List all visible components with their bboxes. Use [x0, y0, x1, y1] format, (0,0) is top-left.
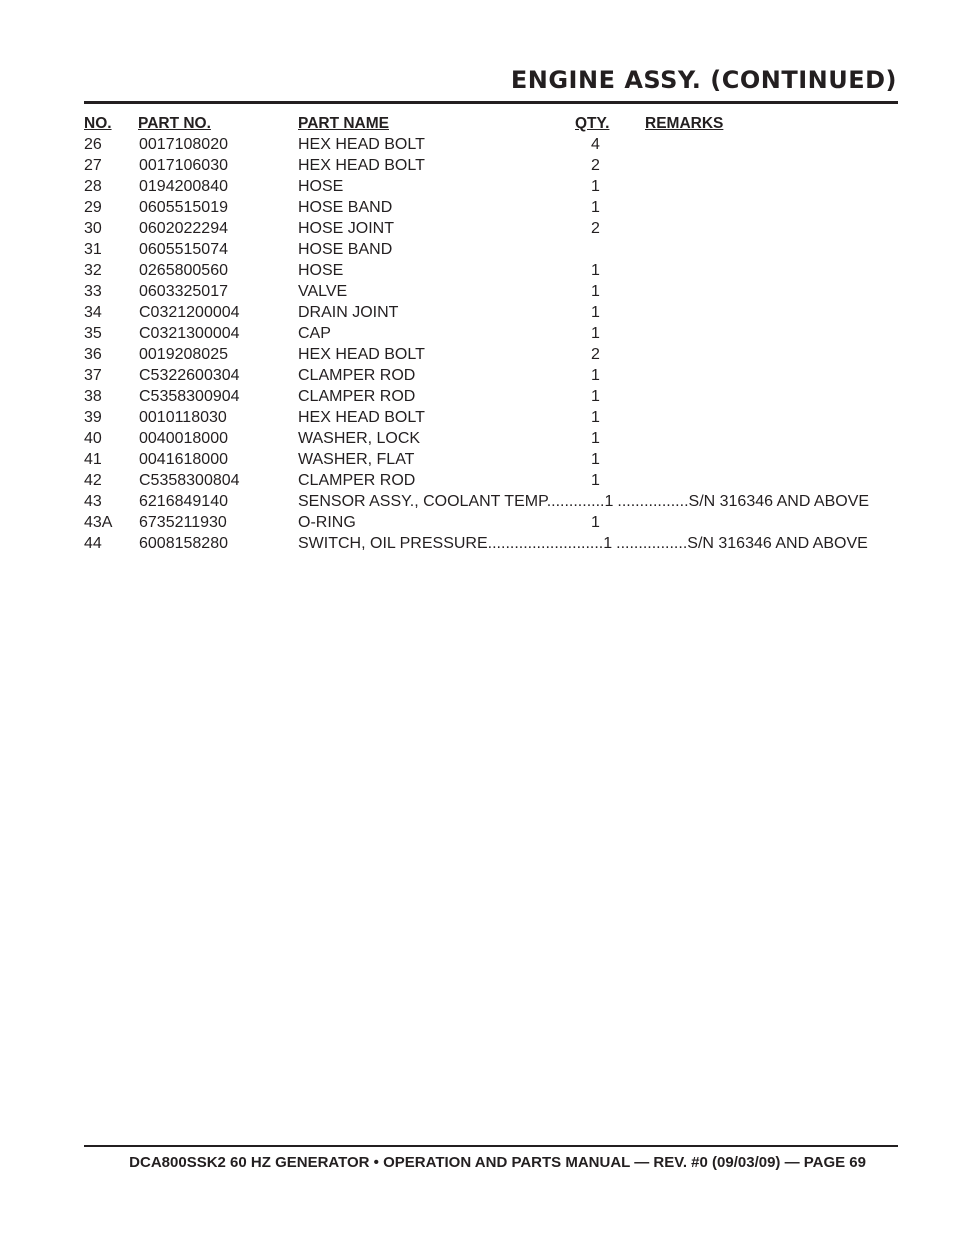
table-body — [0, 135, 954, 555]
table-row — [0, 219, 954, 240]
table-row — [0, 261, 954, 282]
table-row — [0, 324, 954, 345]
cell-part-name-text: SWITCH, OIL PRESSURE.......................... — [298, 535, 604, 552]
cell-qty: 2 — [591, 220, 600, 237]
cell-qty: 2 — [591, 346, 600, 363]
cell-no: 41 — [84, 451, 102, 468]
cell-no: 34 — [84, 304, 102, 321]
table-row — [0, 198, 954, 219]
cell-part-no: 0603325017 — [139, 283, 228, 300]
cell-qty: 1 — [591, 430, 600, 447]
table-row — [0, 282, 954, 303]
page-footer: DCA800SSK2 60 HZ GENERATOR • OPERATION AND PARTS MANUAL — REV. #0 (09/03/09) — PAGE 69 — [129, 1154, 866, 1171]
cell-part-no: C0321300004 — [139, 325, 240, 342]
title-rule — [84, 101, 898, 104]
cell-part-name: CAP — [298, 325, 331, 342]
cell-qty: 1 — [591, 325, 600, 342]
cell-part-name — [298, 492, 869, 511]
cell-part-name: CLAMPER ROD — [298, 472, 416, 489]
cell-qty: 4 — [591, 136, 600, 153]
cell-part-name: HEX HEAD BOLT — [298, 136, 425, 153]
header-part-no: PART NO. — [138, 115, 211, 132]
cell-part-name: HEX HEAD BOLT — [298, 157, 425, 174]
cell-no: 38 — [84, 388, 102, 405]
cell-part-no: 0605515074 — [139, 241, 228, 258]
cell-qty: 1 — [591, 451, 600, 468]
cell-part-name: DRAIN JOINT — [298, 304, 399, 321]
cell-no: 32 — [84, 262, 102, 279]
cell-part-name: HOSE — [298, 262, 344, 279]
table-row — [0, 156, 954, 177]
table-row — [0, 387, 954, 408]
cell-part-name: HOSE — [298, 178, 344, 195]
table-row — [0, 513, 954, 534]
cell-no: 30 — [84, 220, 102, 237]
cell-no: 29 — [84, 199, 102, 216]
cell-qty: 1 — [591, 367, 600, 384]
table-row — [0, 450, 954, 471]
cell-part-name-text: SENSOR ASSY., COOLANT TEMP............. — [298, 493, 605, 510]
cell-qty: 1 — [591, 283, 600, 300]
cell-part-name: WASHER, LOCK — [298, 430, 421, 447]
cell-part-no: 0194200840 — [139, 178, 228, 195]
cell-part-name: HOSE BAND — [298, 199, 393, 216]
table-row — [0, 429, 954, 450]
table-row — [0, 408, 954, 429]
cell-no: 31 — [84, 241, 102, 258]
cell-no: 39 — [84, 409, 102, 426]
cell-part-no: 6735211930 — [139, 514, 227, 531]
cell-no: 43 — [84, 493, 102, 510]
cell-part-no: 0017106030 — [139, 157, 228, 174]
cell-part-name — [298, 534, 868, 553]
cell-remarks: ................S/N 316346 AND ABOVE — [617, 493, 870, 510]
cell-qty: 1 — [591, 199, 600, 216]
footer-rule — [84, 1145, 898, 1147]
cell-qty: 1 — [604, 493, 614, 510]
cell-part-no: 0041618000 — [139, 451, 228, 468]
cell-part-name: CLAMPER ROD — [298, 388, 416, 405]
cell-no: 27 — [84, 157, 102, 174]
cell-part-no: C0321200004 — [139, 304, 240, 321]
cell-part-name: HOSE JOINT — [298, 220, 395, 237]
cell-part-no: 6216849140 — [139, 493, 228, 510]
page-title: ENGINE ASSY. (CONTINUED) — [510, 66, 897, 94]
cell-no: 37 — [84, 367, 102, 384]
header-part-name: PART NAME — [298, 115, 389, 132]
cell-remarks: ................S/N 316346 AND ABOVE — [616, 535, 868, 552]
cell-qty: 1 — [591, 472, 600, 489]
cell-no: 40 — [84, 430, 102, 447]
table-row — [0, 240, 954, 261]
cell-no: 35 — [84, 325, 102, 342]
cell-part-name: HEX HEAD BOLT — [298, 409, 425, 426]
cell-no: 26 — [84, 136, 102, 153]
table-row — [0, 471, 954, 492]
cell-part-no: C5322600304 — [139, 367, 240, 384]
cell-part-no: 0605515019 — [139, 199, 228, 216]
cell-part-name: VALVE — [298, 283, 348, 300]
cell-no: 28 — [84, 178, 102, 195]
table-row — [0, 135, 954, 156]
cell-part-name: HEX HEAD BOLT — [298, 346, 425, 363]
header-qty: QTY. — [575, 115, 610, 132]
cell-part-name: CLAMPER ROD — [298, 367, 416, 384]
header-no: NO. — [84, 115, 112, 132]
cell-part-no: 0019208025 — [139, 346, 228, 363]
cell-part-no: 0040018000 — [139, 430, 228, 447]
cell-part-no: 0017108020 — [139, 136, 228, 153]
cell-qty: 1 — [591, 262, 600, 279]
header-remarks: REMARKS — [645, 115, 724, 132]
cell-part-name: WASHER, FLAT — [298, 451, 415, 468]
cell-no: 36 — [84, 346, 102, 363]
cell-no: 33 — [84, 283, 102, 300]
cell-no: 44 — [84, 535, 102, 552]
cell-part-name: HOSE BAND — [298, 241, 393, 258]
table-row — [0, 177, 954, 198]
table-row — [0, 534, 954, 555]
cell-qty: 1 — [591, 304, 600, 321]
cell-qty: 1 — [591, 514, 600, 531]
cell-part-no: C5358300904 — [139, 388, 240, 405]
cell-no: 42 — [84, 472, 102, 489]
cell-part-no: 0602022294 — [139, 220, 228, 237]
cell-part-name: O-RING — [298, 514, 356, 531]
table-row — [0, 366, 954, 387]
table-row — [0, 492, 954, 513]
cell-part-no: C5358300804 — [139, 472, 240, 489]
table-row — [0, 345, 954, 366]
cell-no: 43A — [84, 514, 113, 531]
cell-qty: 2 — [591, 157, 600, 174]
cell-part-no: 0010118030 — [139, 409, 227, 426]
cell-qty: 1 — [591, 388, 600, 405]
cell-part-no: 6008158280 — [139, 535, 228, 552]
cell-qty: 1 — [603, 535, 613, 552]
cell-part-no: 0265800560 — [139, 262, 228, 279]
cell-qty: 1 — [591, 178, 600, 195]
table-row — [0, 303, 954, 324]
cell-qty: 1 — [591, 409, 600, 426]
